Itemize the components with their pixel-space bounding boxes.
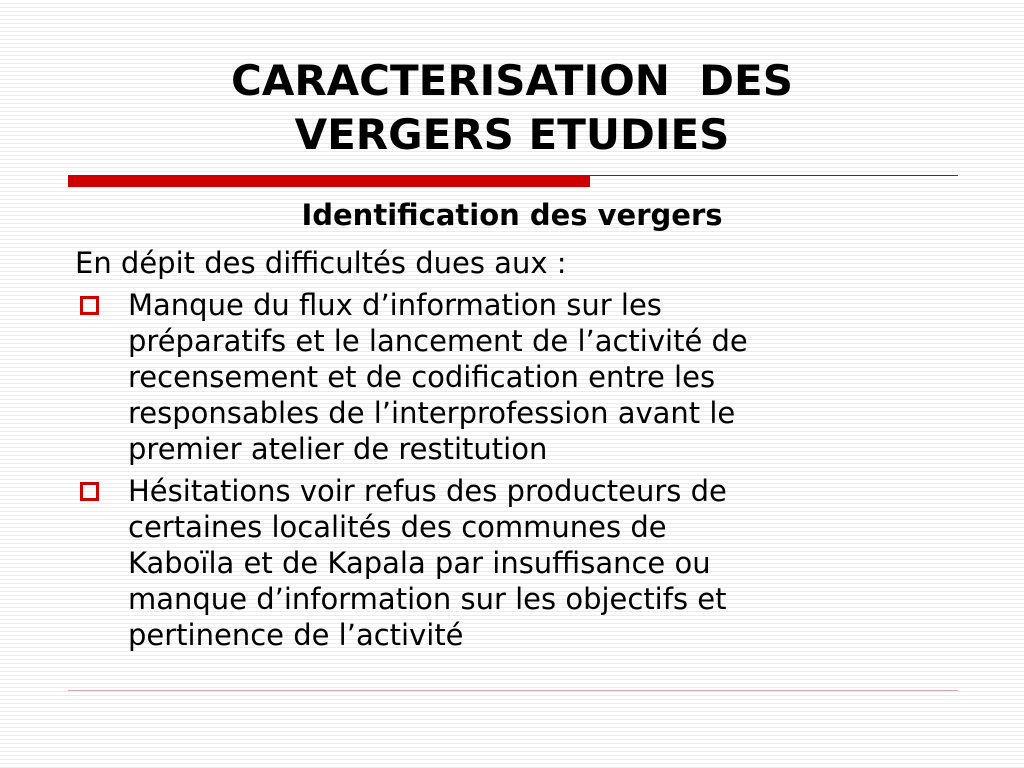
bullet-item-2: [75, 473, 955, 653]
slide-subtitle: Identification des vergers: [301, 198, 723, 232]
hollow-square-bullet-icon: [80, 482, 99, 501]
bullet-1-line-2: préparatifs et le lancement de l’activité de: [128, 324, 748, 358]
bullet-2-line-4: manque d’information sur les objectifs et: [128, 582, 727, 616]
footer-divider: [68, 690, 958, 691]
bullet-1-line-5: premier atelier de restitution: [128, 432, 548, 466]
bullet-2-line-1: Hésitations voir refus des producteurs de: [128, 474, 727, 508]
slide-title: [60, 54, 964, 162]
title-underline-thick: [68, 175, 590, 187]
bullet-2-line-5: pertinence de l’activité: [128, 618, 464, 652]
bullet-1-line-1: Manque du flux d’information sur les: [128, 288, 662, 322]
bullet-list: [75, 287, 955, 653]
bullet-1-line-3: recensement et de codification entre les: [128, 360, 716, 394]
bullet-item-1: [75, 287, 955, 467]
bullet-2-line-3: Kaboïla et de Kapala par insuffisance ou: [128, 546, 711, 580]
hollow-square-bullet-icon: [80, 296, 99, 315]
slide-title-line-2: VERGERS ETUDIES: [294, 110, 730, 159]
bullet-2-line-2: certaines localités des communes de: [128, 510, 667, 544]
slide-title-line-1: CARACTERISATION DES: [231, 56, 793, 105]
intro-text: En dépit des difficultés dues aux :: [75, 246, 567, 280]
bullet-1-line-4: responsables de l’interprofession avant le: [128, 396, 736, 430]
